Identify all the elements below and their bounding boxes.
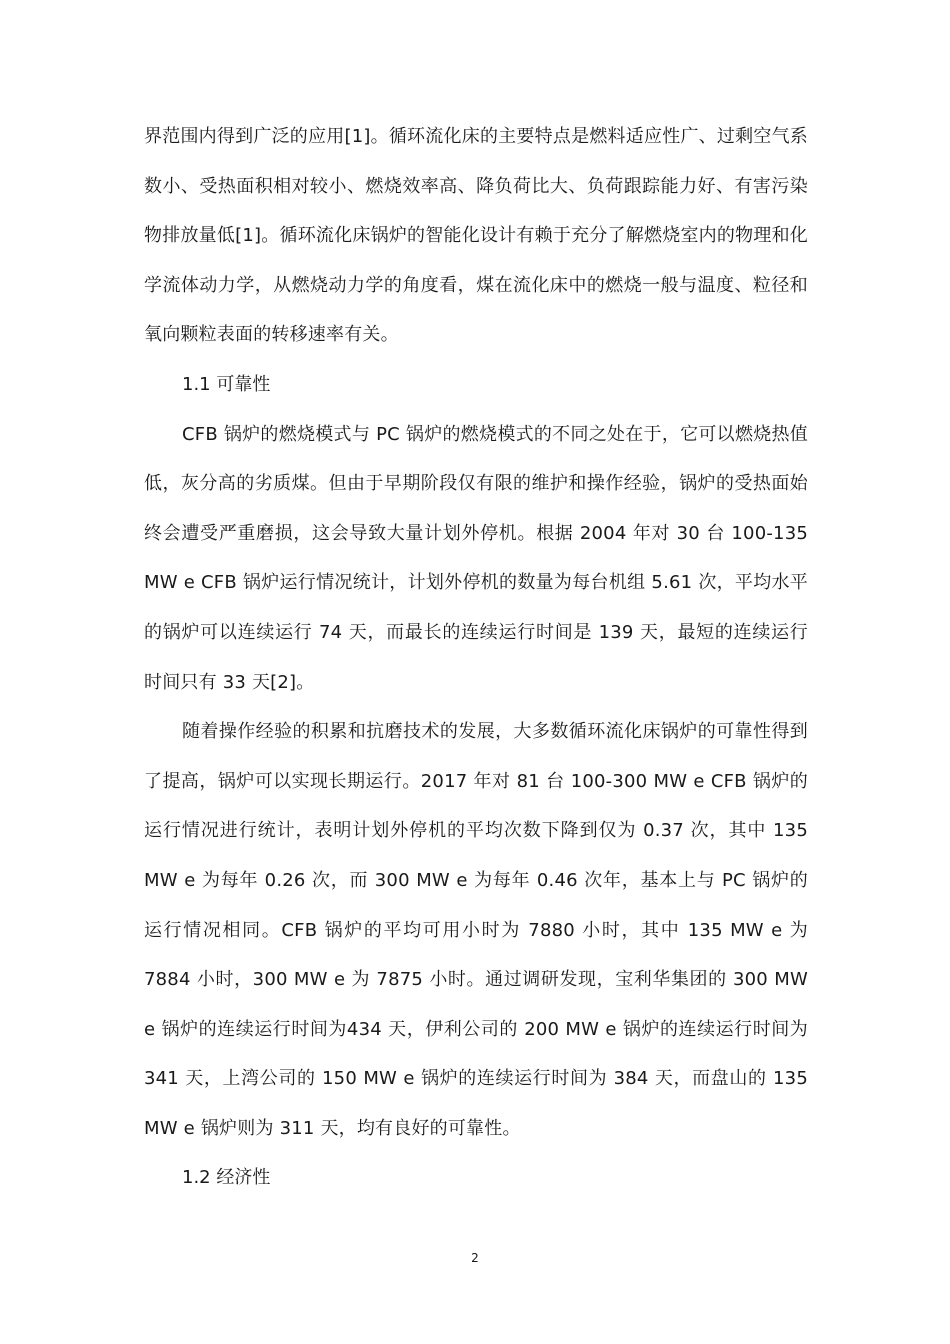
paragraph-intro-continuation: 界范围内得到广泛的应用[1]。循环流化床的主要特点是燃料适应性广、过剩空气系数小、受热面积相对较小、燃烧效率高、降负荷比大、负荷跟踪能力好、有害污染物排放量低[1]。循环流化床锅炉的智能化设计有赖于充分了解燃烧室内的物理和化学流体动力学，从燃烧动力学的角度看，煤在流化床中的燃烧一般与温度、粒径和氧向颗粒表面的转移速率有关。 (144, 126, 808, 346)
section-heading-reliability: 1.1 可靠性 (182, 373, 271, 395)
section-heading-economy: 1.2 经济性 (182, 1167, 271, 1189)
page-number: 2 (471, 1251, 479, 1265)
document-page (144, 112, 808, 1203)
paragraph-cfb-combustion: CFB 锅炉的燃烧模式与 PC 锅炉的燃烧模式的不同之处在于，它可以燃烧热值低，灰分高的劣质煤。但由于早期阶段仅有限的维护和操作经验，锅炉的受热面始终会遭受严重磨损，这会导致大量计划外停机。根据 2004 年对 30 台 100-135 MW e CFB 锅炉运行情况统计，计划外停机的数量为每台机组 5.61 次，平均水平的锅炉可以连续运行 74 天，而最长的连续运行时间是 139 天，最短的连续运行时间只有 33 天[2]。 (144, 423, 808, 693)
paragraph-reliability-improvement: 随着操作经验的积累和抗磨技术的发展，大多数循环流化床锅炉的可靠性得到了提高，锅炉可以实现长期运行。2017 年对 81 台 100-300 MW e CFB 锅炉的运行情况进行统计，表明计划外停机的平均次数下降到仅为 0.37 次，其中 135 MW e 为每年 0.26 次，而 300 MW e 为每年 0.46 次年，基本上与 PC 锅炉的运行情况相同。CFB 锅炉的平均可用小时为 7880 小时，其中 135 MW e 为 7884 小时，300 MW e 为 7875 小时。通过调研发现，宝利华集团的 300 MW e 锅炉的连续运行时间为434 天，伊利公司的 200 MW e 锅炉的连续运行时间为 341 天，上湾公司的 150 MW e 锅炉的连续运行时间为 384 天，而盘山的 135 MW e 锅炉则为 311 天，均有良好的可靠性。 (144, 721, 808, 1139)
